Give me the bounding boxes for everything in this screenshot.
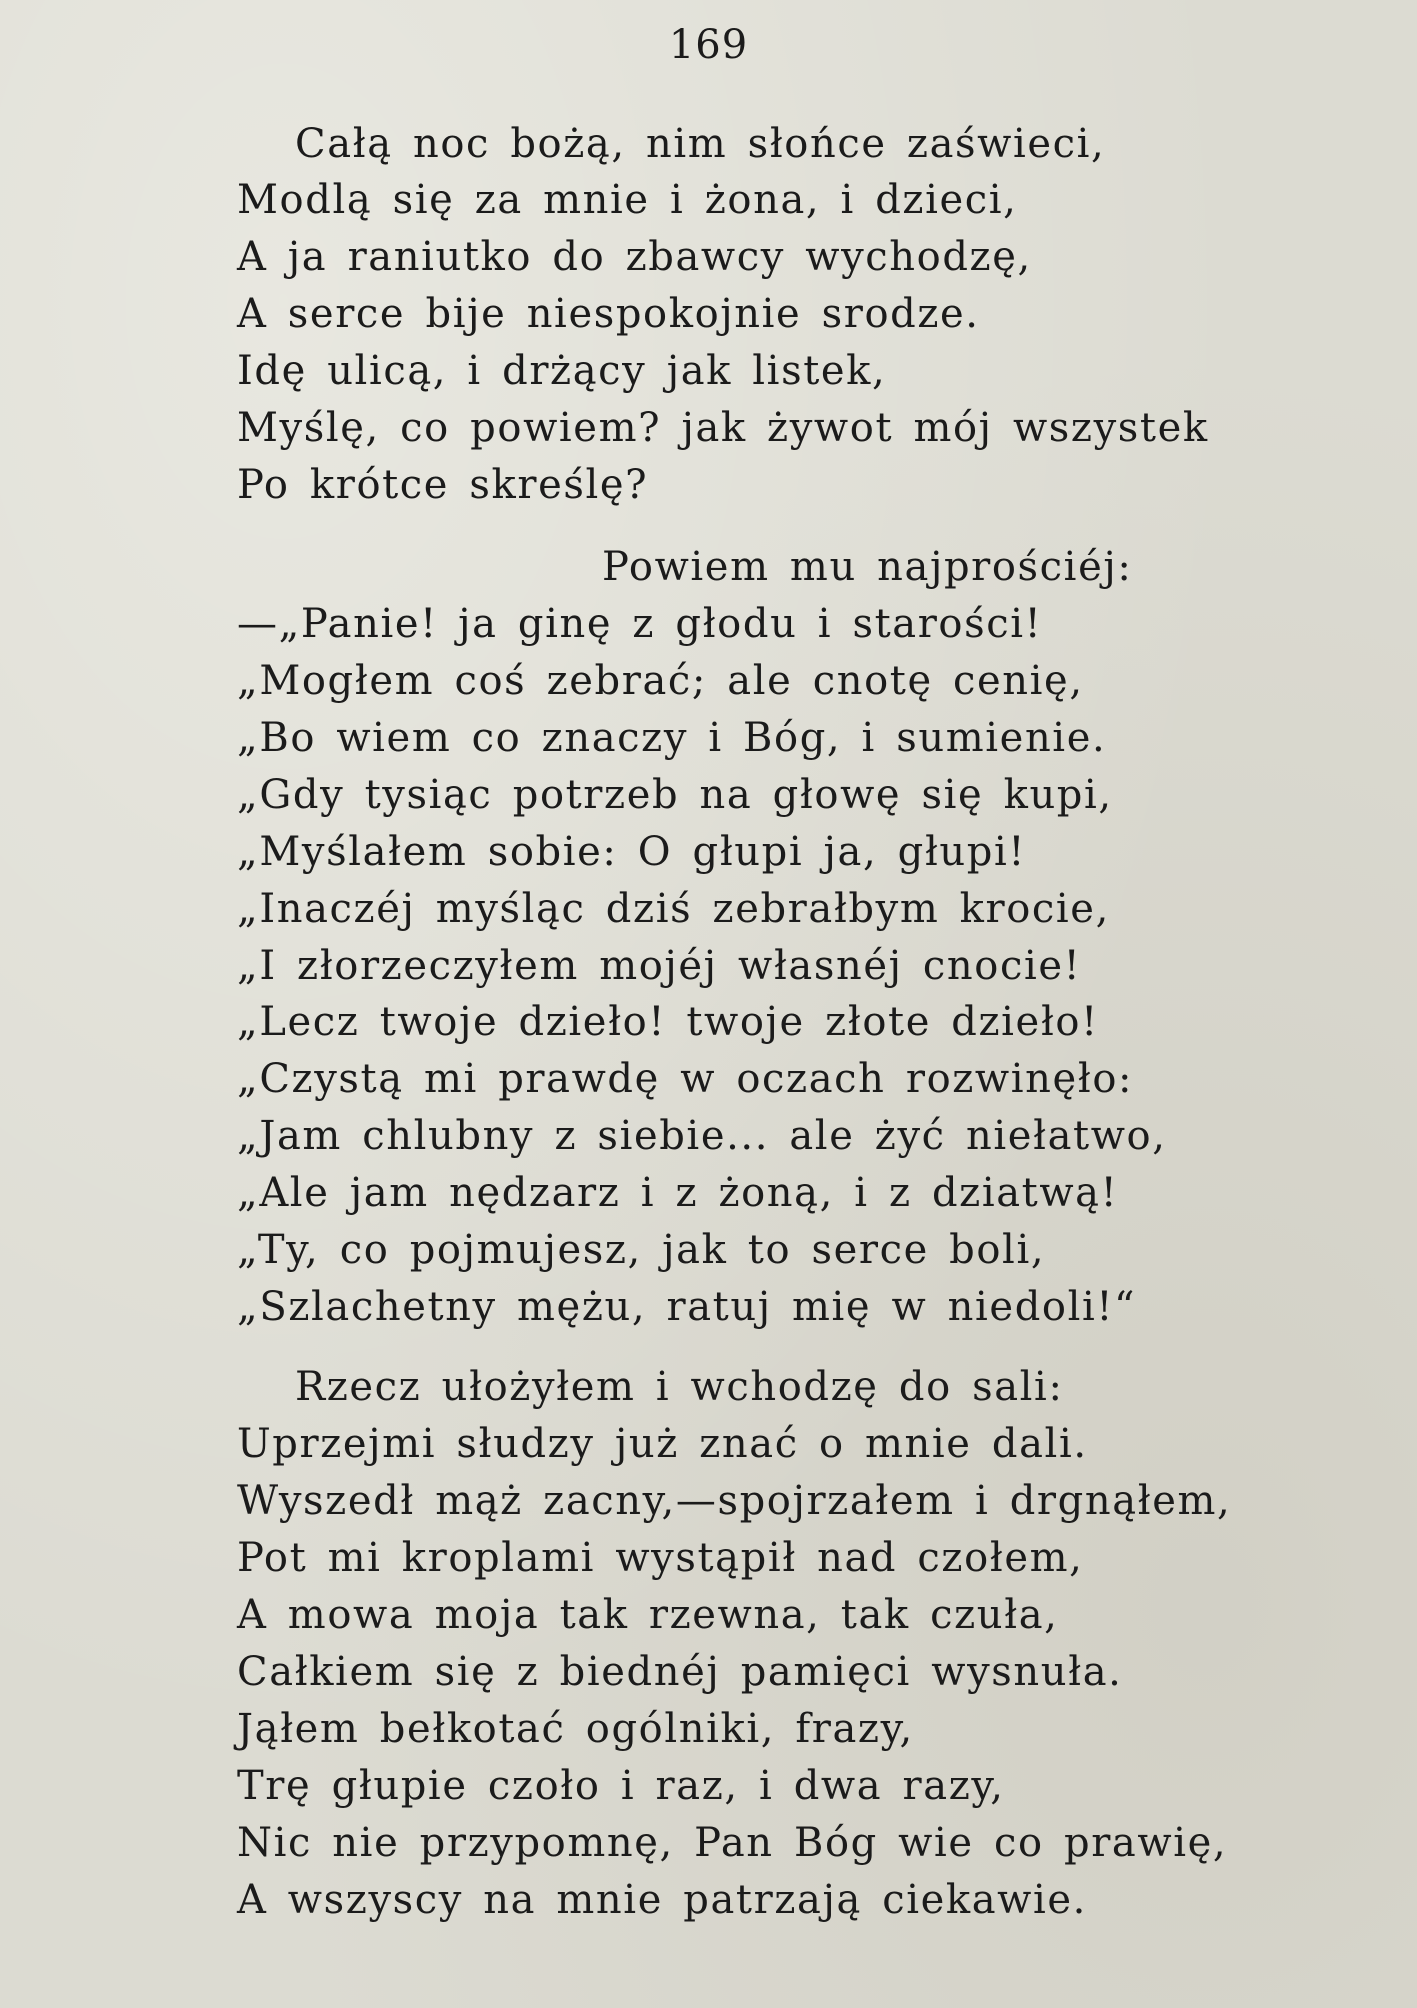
- poem-line: Jąłem bełkotać ogólniki, frazy,: [237, 1706, 914, 1752]
- poem-line: Nic nie przypomnę, Pan Bóg wie co prawię,: [237, 1820, 1228, 1866]
- poem-line: „Bo wiem co znaczy i Bóg, i sumienie.: [237, 715, 1107, 761]
- poem-line: Pot mi kroplami wystąpił nad czołem,: [237, 1535, 1084, 1581]
- page-number: 169: [668, 22, 749, 68]
- poem-line: Rzecz ułożyłem i wchodzę do sali:: [295, 1364, 1064, 1410]
- poem-line: A wszyscy na mnie patrzają ciekawie.: [237, 1877, 1087, 1923]
- poem-line: „Jam chlubny z siebie... ale żyć niełatwo,: [237, 1113, 1167, 1159]
- poem-line: Modlą się za mnie i żona, i dzieci,: [237, 177, 1018, 223]
- poem-line: „I złorzeczyłem mojéj własnéj cnocie!: [237, 943, 1082, 989]
- poem-line: „Szlachetny mężu, ratuj mię w niedoli!“: [237, 1284, 1137, 1330]
- poem-line: „Ty, co pojmujesz, jak to serce boli,: [237, 1227, 1046, 1273]
- poem-line: „Myślałem sobie: O głupi ja, głupi!: [237, 829, 1027, 875]
- poem-line: Powiem mu najprościéj:: [602, 544, 1133, 590]
- poem-line: Całą noc bożą, nim słońce zaświeci,: [295, 121, 1106, 167]
- poem-line: Wyszedł mąż zacny,—spojrzałem i drgnąłem,: [237, 1478, 1232, 1524]
- poem-line: —„Panie! ja ginę z głodu i starości!: [237, 601, 1043, 647]
- poem-line: Myślę, co powiem? jak żywot mój wszystek: [237, 405, 1209, 451]
- poem-line: Idę ulicą, i drżący jak listek,: [237, 348, 887, 394]
- poem-line: „Mogłem coś zebrać; ale cnotę cenię,: [237, 658, 1084, 704]
- poem-line: „Czystą mi prawdę w oczach rozwinęło:: [237, 1056, 1134, 1102]
- poem-line: Trę głupie czoło i raz, i dwa razy,: [237, 1763, 1005, 1809]
- poem-line: „Gdy tysiąc potrzeb na głowę się kupi,: [237, 772, 1113, 818]
- poem-line: „Inaczéj myśląc dziś zebrałbym krocie,: [237, 886, 1110, 932]
- poem-line: Uprzejmi słudzy już znać o mnie dali.: [237, 1421, 1088, 1467]
- poem-line: A mowa moja tak rzewna, tak czuła,: [237, 1592, 1059, 1638]
- poem-line: A ja raniutko do zbawcy wychodzę,: [237, 234, 1032, 280]
- poem-line: Po krótce skreślę?: [237, 462, 649, 508]
- poem-line: „Lecz twoje dzieło! twoje złote dzieło!: [237, 999, 1099, 1045]
- poem-line: „Ale jam nędzarz i z żoną, i z dziatwą!: [237, 1170, 1119, 1216]
- poem-line: Całkiem się z biednéj pamięci wysnuła.: [237, 1649, 1123, 1695]
- poem-line: A serce bije niespokojnie srodze.: [237, 291, 980, 337]
